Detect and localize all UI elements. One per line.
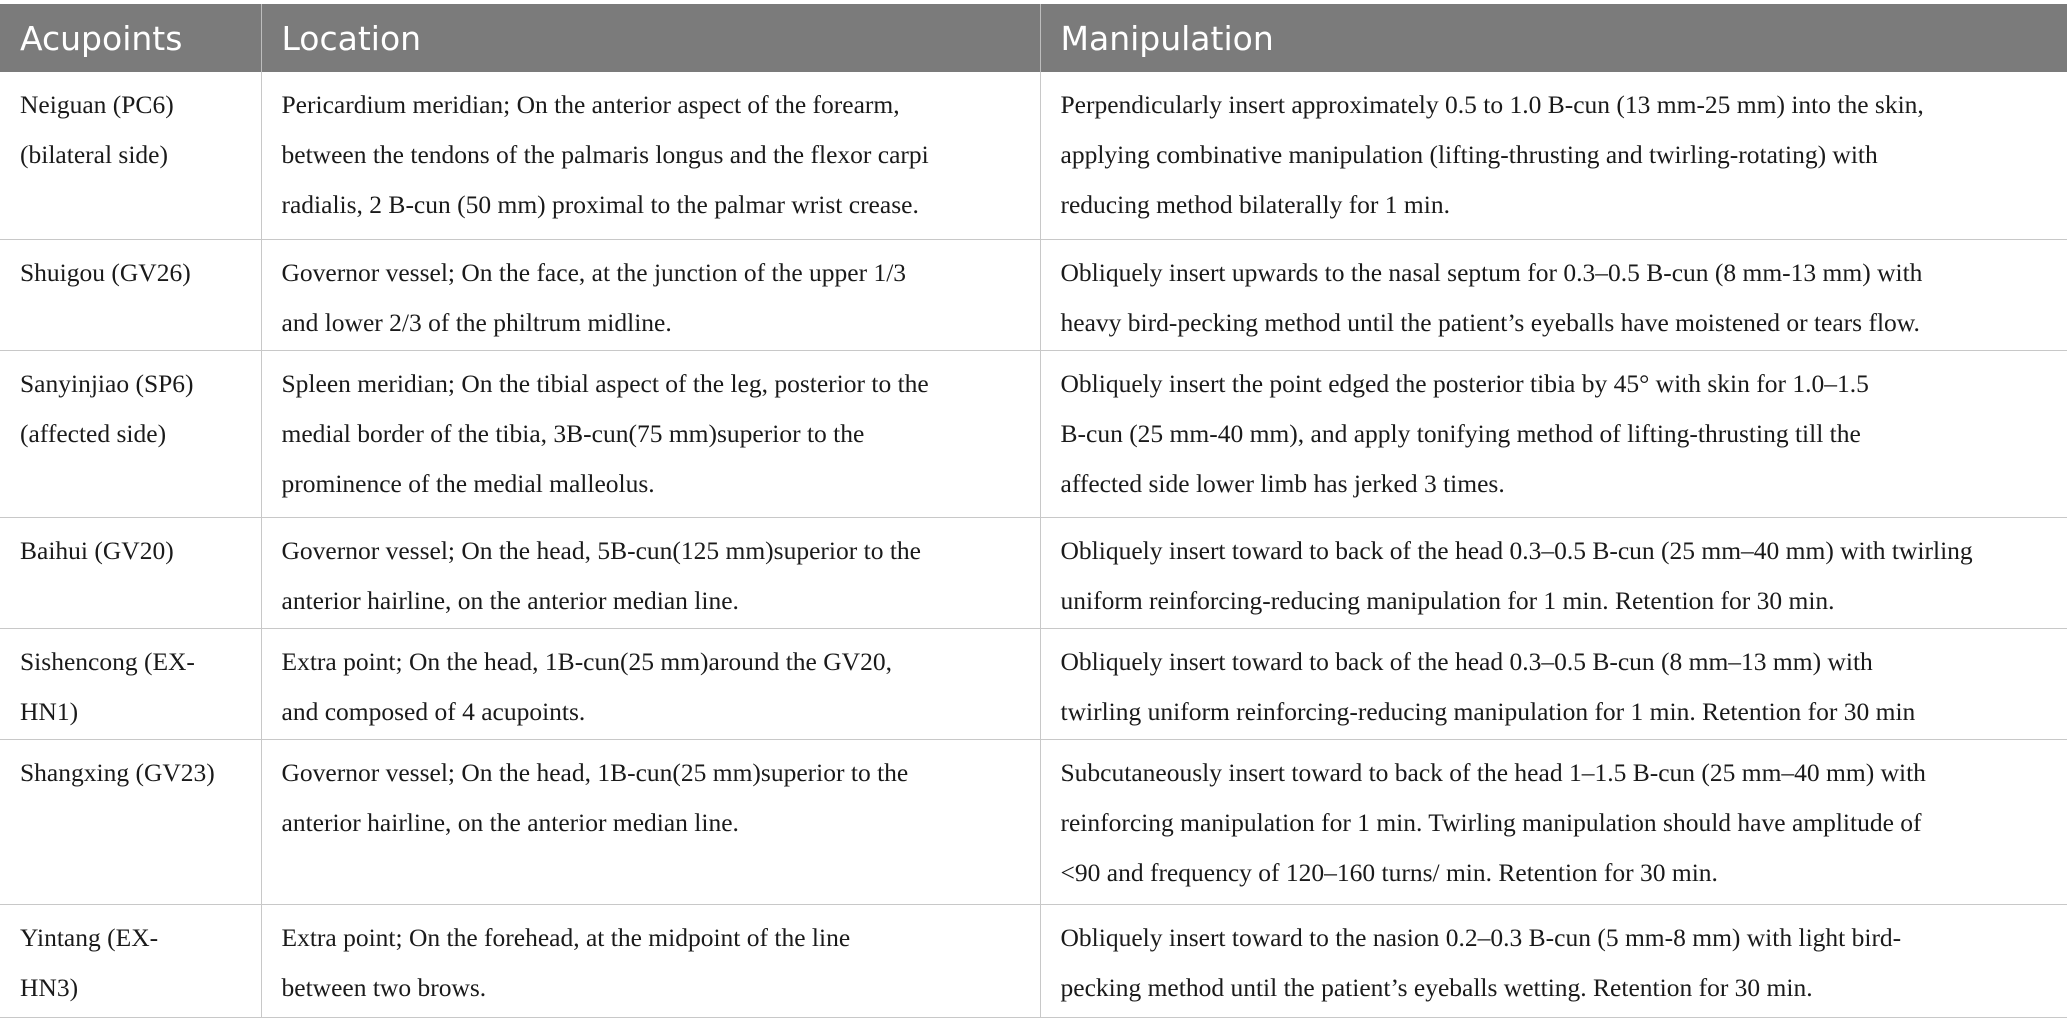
table-row [0,350,2067,517]
cell-manipulation: Obliquely insert toward to back of the head 0.3–0.5 B-cun (25 mm–40 mm) with twirling uniform reinforcing-reducing manipulation for 1 min. Retention for 30 min. [1040,517,2067,628]
cell-location: Spleen meridian; On the tibial aspect of the leg, posterior to the medial border of the tibia, 3B-cun(75 mm)superior to the prominence of the medial malleolus. [261,350,1040,517]
cell-acupoint: Shuigou (GV26) [0,239,261,350]
table-row [0,517,2067,628]
cell-acupoint: Baihui (GV20) [0,517,261,628]
cell-manipulation: Obliquely insert toward to back of the head 0.3–0.5 B-cun (8 mm–13 mm) with twirling uniform reinforcing-reducing manipulation for 1 min. Retention for 30 min [1040,628,2067,739]
cell-manipulation: Obliquely insert toward to the nasion 0.2–0.3 B-cun (5 mm-8 mm) with light bird- pecking method until the patient’s eyeballs wetting. Retention for 30 min. [1040,904,2067,1017]
table-header [0,4,2067,72]
cell-location: Pericardium meridian; On the anterior aspect of the forearm, between the tendons of the palmaris longus and the flexor carpi radialis, 2 B-cun (50 mm) proximal to the palmar wrist crease. [261,72,1040,239]
cell-acupoint: Sanyinjiao (SP6) (affected side) [0,350,261,517]
cell-location: Governor vessel; On the head, 1B-cun(25 mm)superior to the anterior hairline, on the anterior median line. [261,739,1040,904]
cell-location: Extra point; On the head, 1B-cun(25 mm)around the GV20, and composed of 4 acupoints. [261,628,1040,739]
cell-manipulation: Obliquely insert the point edged the posterior tibia by 45° with skin for 1.0–1.5 B-cun (25 mm-40 mm), and apply tonifying method of lifting-thrusting till the affected side lower limb has jerked 3 times. [1040,350,2067,517]
cell-manipulation: Subcutaneously insert toward to back of the head 1–1.5 B-cun (25 mm–40 mm) with reinforcing manipulation for 1 min. Twirling manipulation should have amplitude of <90 and frequency of 120–160 turns/ min. Retention for 30 min. [1040,739,2067,904]
header-row [0,4,2067,72]
cell-location: Governor vessel; On the face, at the junction of the upper 1/3 and lower 2/3 of the philtrum midline. [261,239,1040,350]
cell-manipulation: Perpendicularly insert approximately 0.5 to 1.0 B-cun (13 mm-25 mm) into the skin, applying combinative manipulation (lifting-thrusting and twirling-rotating) with reducing method bilaterally for 1 min. [1040,72,2067,239]
cell-acupoint: Neiguan (PC6) (bilateral side) [0,72,261,239]
table-row [0,72,2067,239]
cell-acupoint: Sishencong (EX- HN1) [0,628,261,739]
table-row [0,739,2067,904]
cell-acupoint: Yintang (EX- HN3) [0,904,261,1017]
table-body [0,72,2067,1017]
header-manipulation: Manipulation [1040,4,2067,72]
cell-location: Governor vessel; On the head, 5B-cun(125 mm)superior to the anterior hairline, on the anterior median line. [261,517,1040,628]
table-row [0,904,2067,1017]
cell-location: Extra point; On the forehead, at the midpoint of the line between two brows. [261,904,1040,1017]
cell-manipulation: Obliquely insert upwards to the nasal septum for 0.3–0.5 B-cun (8 mm-13 mm) with heavy bird-pecking method until the patient’s eyeballs have moistened or tears flow. [1040,239,2067,350]
header-location: Location [261,4,1040,72]
table-row [0,239,2067,350]
header-acupoints: Acupoints [0,4,261,72]
table-row [0,628,2067,739]
cell-acupoint: Shangxing (GV23) [0,739,261,904]
acupoints-table [0,4,2067,1018]
